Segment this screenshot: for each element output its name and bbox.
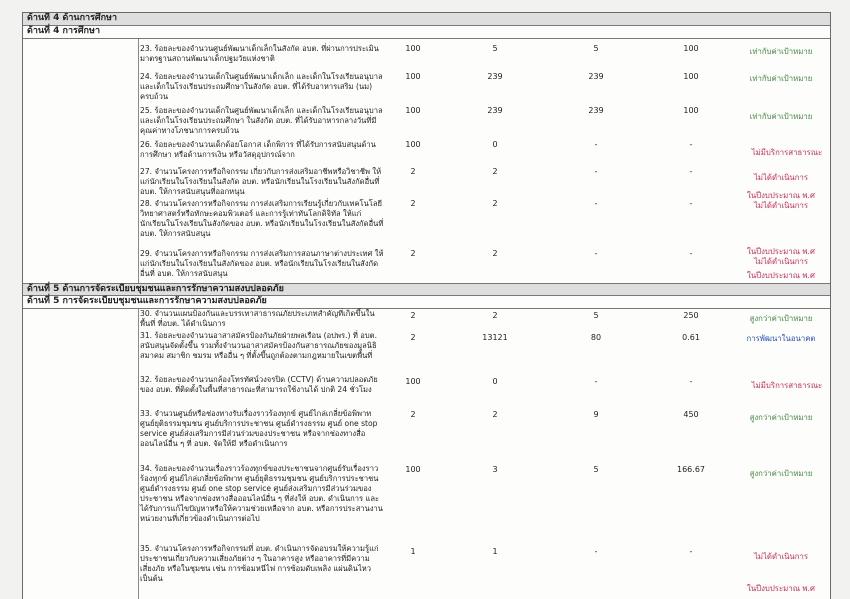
row-result: 5 (593, 465, 599, 474)
row-percent: - (689, 377, 693, 386)
row-status: การพัฒนาในอนาคต (746, 334, 816, 343)
row-result: 5 (593, 311, 599, 320)
row-percent: - (689, 547, 693, 556)
row-percent: - (689, 140, 693, 149)
row-result: - (594, 547, 598, 556)
row-base: 0 (492, 377, 498, 386)
row-target: 100 (405, 44, 421, 53)
section5-sub-title: ด้านที่ 5 การจัดระเบียบชุมชนและการรักษาความสงบปลอดภัย (27, 296, 267, 306)
row-base: 2 (492, 167, 498, 176)
row-target: 100 (405, 72, 421, 81)
row-result: - (594, 167, 598, 176)
row-target: 2 (410, 199, 416, 208)
row-result: 80 (590, 333, 602, 342)
row-target: 100 (405, 465, 421, 474)
row-percent: 100 (683, 72, 699, 81)
row-description: 30. จำนวนแผนป้องกันและบรรเทาสาธารณภัยประเภทสำคัญที่เกิดขึ้นในพื้นที่ ที่อบต. ได้ดำเนินการ (140, 309, 375, 328)
row-base: 0 (492, 140, 498, 149)
section4-trailing-status: ในปีงบประมาณ พ.ศ (747, 271, 815, 280)
row-result: - (594, 140, 598, 149)
row-percent: 250 (683, 311, 699, 320)
row-result: - (594, 249, 598, 258)
row-percent: 0.61 (682, 333, 700, 342)
row-percent: 100 (683, 106, 699, 115)
row-target: 100 (405, 377, 421, 386)
row-description: 33. จำนวนศูนย์หรือช่องทางรับเรื่องราวร้องทุกข์ ศูนย์ไกล่เกลี่ยข้อพิพาท ศูนย์ยุติธรรมชุมชน ศูนย์บริการประชาชน ศูนย์ดำรงธรรม ศูนย์ one stop service ศูนย์ส่งเสริมการมีส่วนร่วมของประชาชน หรือจากช่องทางสื่อออนไลน์อื่น ๆ ที่ อบต. จัดให้มี หรือดำเนินการ (140, 409, 378, 448)
row-base: 239 (487, 72, 503, 81)
row-description: 25. ร้อยละของจำนวนเด็กในศูนย์พัฒนาเด็กเล็ก และเด็กในโรงเรียนอนุบาล และเด็กในโรงเรียนประถมศึกษา ในสังกัด อบต. ที่ได้รับอาหารกลางวันที่มีคุณค่าทางโภชนาการครบถ้วน (140, 106, 383, 135)
row-description: 32. ร้อยละของจำนวนกล้องโทรทัศน์วงจรปิด (CCTV) ด้านความปลอดภัยของ อบต. ที่ติดตั้งในพื้นที่สาธารณะที่สามารถใช้งานได้ ปกติ 24 ชั่วโมง (140, 375, 378, 394)
row-description: 26. ร้อยละของจำนวนเด็กด้อยโอกาส เด็กพิการ ที่ได้รับการสนับสนุนด้านการศึกษา หรือด้านการเงิน หรือวัสดุอุปกรณ์จาก (140, 140, 376, 159)
row-status: เท่ากับค่าเป้าหมาย (749, 74, 813, 83)
row-target: 1 (410, 547, 416, 556)
row-description: 34. ร้อยละของจำนวนเรื่องราวร้องทุกข์ของประชาชนจากศูนย์รับเรื่องราวร้องทุกข์ ศูนย์ไกล่เกลี่ยข้อพิพาท ศูนย์ยุติธรรมชุมชน ศูนย์บริการประชาชน ศูนย์ดำรงธรรม ศูนย์ one stop service ศูนย์ส่งเสริมการมีส่วนร่วมของประชาชน หรือจากช่องทางสื่อออนไลน์อื่น ๆ ที่ส่งให้ อบต. ดำเนินการ และได้รับการแก้ไขปัญหาหรือให้ความช่วยเหลือจาก อบต. หรือการประสานงานหน่วยงานที่เกี่ยวข้องดำเนินการต่อไป (140, 464, 383, 523)
row-base: 2 (492, 199, 498, 208)
section4-main-title: ด้านที่ 4 ด้านการศึกษา (27, 13, 118, 23)
row-status: ไม่ได้ดำเนินการ (753, 552, 809, 561)
section4-sub-header (23, 26, 830, 39)
row-target: 100 (405, 140, 421, 149)
row-result: 5 (593, 44, 599, 53)
row-description: 23. ร้อยละของจำนวนศูนย์พัฒนาเด็กเล็กในสังกัด อบต. ที่ผ่านการประเมินมาตรฐานสถานพัฒนาเด็กปฐมวัยแห่งชาติ (140, 44, 379, 63)
row-base: 5 (492, 44, 498, 53)
row-percent: 100 (683, 44, 699, 53)
row-base: 2 (492, 311, 498, 320)
row-status: สูงกว่าค่าเป้าหมาย (749, 413, 813, 422)
row-result: 9 (593, 410, 599, 419)
row-percent: 450 (683, 410, 699, 419)
row-result: 239 (588, 72, 604, 81)
row-result: 239 (588, 106, 604, 115)
row-description: 28. จำนวนโครงการหรือกิจกรรม การส่งเสริมการเรียนรู้เกี่ยวกับเทคโนโลยี วิทยาศาสตร์หรือทักษะคอมพิวเตอร์ และการรู้เท่าทันโลกดิจิทัล ให้แก่นักเรียนในโรงเรียนในสังกัดของ อบต. หรือนักเรียนในโรงเรียนในสังกัดอื่นที่ อบต. ให้การสนับสนุน (140, 199, 384, 238)
row-target: 100 (405, 106, 421, 115)
row-percent: 166.67 (677, 465, 705, 474)
row-description: 35. จำนวนโครงการหรือกิจกรรมที่ อบต. ดำเนินการจัดอบรมให้ความรู้แก่ประชาชนเกี่ยวกับความเสี่ยงภัยต่าง ๆ ในอาคารสูง หรืออาคารที่มีความเสี่ยงภัย หรือในชุมชน เช่น การซ้อมหนีไฟ การซ้อมดับเพลิง แผ่นดินไหว เป็นต้น (140, 544, 379, 583)
row-description: 24. ร้อยละของจำนวนเด็กในศูนย์พัฒนาเด็กเล็ก และเด็กในโรงเรียนอนุบาล และเด็กในโรงเรียนประถมศึกษาในสังกัด อบต. ที่ได้รับอาหารเสริม (นม) ครบถ้วน (140, 72, 383, 101)
row-status: ไม่มีบริการสาธารณะ (751, 381, 823, 390)
row-description: 27. จำนวนโครงการหรือกิจกรรม เกี่ยวกับการส่งเสริมอาชีพหรือวิชาชีพ ให้แก่นักเรียนในโรงเรียนในสังกัด อบต. หรือนักเรียนในโรงเรียนในสังกัดอื่นที่ อบต. ให้การสนับสนุนที่ออกหนุน (140, 167, 382, 196)
section5-main-title: ด้านที่ 5 ด้านการจัดระเบียบชุมชนและการรักษาความสงบปลอดภัย (27, 284, 284, 294)
row-status: สูงกว่าค่าเป้าหมาย (749, 469, 813, 478)
row-status: ในปีงบประมาณ พ.ศ ไม่ได้ดำเนินการ (747, 191, 815, 210)
row-result: - (594, 199, 598, 208)
row-base: 13121 (482, 333, 508, 342)
row-result: - (594, 377, 598, 386)
row-status: สูงกว่าค่าเป้าหมาย (749, 314, 813, 323)
row-target: 2 (410, 167, 416, 176)
row-target: 2 (410, 249, 416, 258)
row-status: ไม่ได้ดำเนินการ (753, 173, 809, 182)
row-base: 2 (492, 410, 498, 419)
row-status: เท่ากับค่าเป้าหมาย (749, 47, 813, 56)
row-description: 29. จำนวนโครงการหรือกิจกรรม การส่งเสริมการสอนภาษาต่างประเทศ ให้แก่นักเรียนในโรงเรียนในสังกัดของ อบต. หรือนักเรียนในโรงเรียนในสังกัดอื่นที่ อบต. ให้การสนับสนุน (140, 249, 384, 278)
row-target: 2 (410, 333, 416, 342)
section5-trailing-status: ในปีงบประมาณ พ.ศ (747, 584, 815, 593)
row-base: 239 (487, 106, 503, 115)
section4-sub-title: ด้านที่ 4 การศึกษา (27, 26, 100, 36)
section4-main-header (23, 13, 830, 26)
row-status: เท่ากับค่าเป้าหมาย (749, 112, 813, 121)
row-percent: - (689, 199, 693, 208)
section5-main-header (23, 283, 830, 296)
section5-sub-header (23, 296, 830, 309)
row-percent: - (689, 167, 693, 176)
row-description: 31. ร้อยละของจำนวนอาสาสมัครป้องกันภัยฝ่ายพลเรือน (อปพร.) ที่ อบต. สนับสนุนจัดตั้งขึ้น รวมทั้งจำนวนอาสาสมัครป้องกันสาธารณภัยของมูลนิธิ สมาคม สมาชิก ชมรม หรืออื่น ๆ ที่ตั้งขึ้นถูกต้องตามกฎหมายในเขตพื้นที่ (140, 331, 378, 360)
row-base: 3 (492, 465, 498, 474)
row-target: 2 (410, 410, 416, 419)
row-target: 2 (410, 311, 416, 320)
row-status: ในปีงบประมาณ พ.ศ ไม่ได้ดำเนินการ (747, 247, 815, 266)
row-base: 2 (492, 249, 498, 258)
row-status: ไม่มีบริการสาธารณะ (751, 148, 823, 157)
row-base: 1 (492, 547, 498, 556)
report-table (22, 12, 831, 599)
row-percent: - (689, 249, 693, 258)
